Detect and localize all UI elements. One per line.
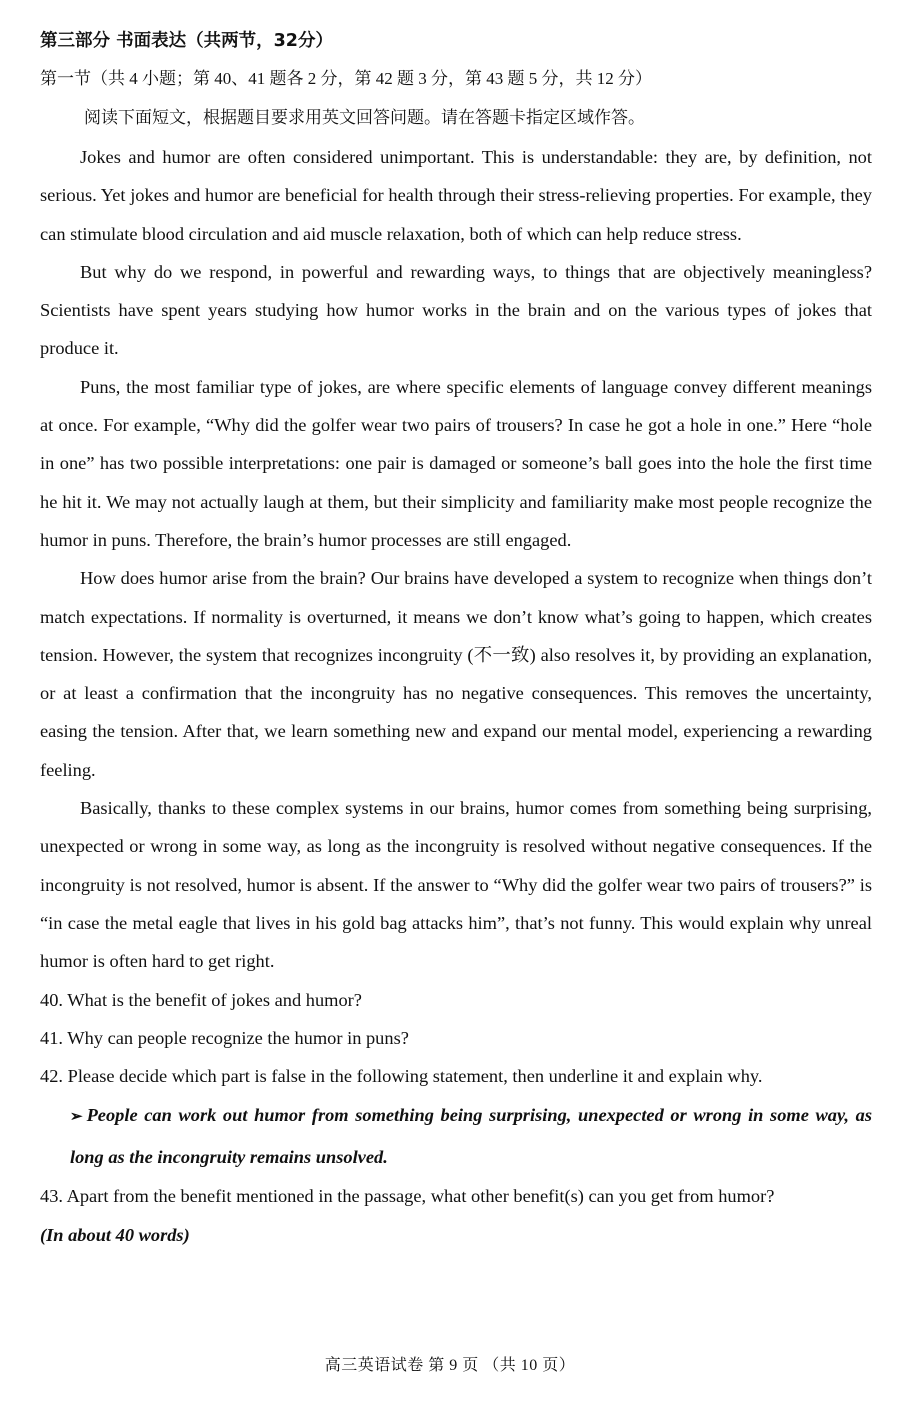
passage-paragraph-1: Jokes and humor are often considered unimportant. This is understandable: they are, by definition, not serious. Yet jokes and humor are beneficial for health through their stress-relieving properties. For example, they can stimulate blood circulation and aid muscle relaxation, both of which can help reduce stress. bbox=[40, 147, 872, 244]
question-41: 41. Why can people recognize the humor in puns? bbox=[40, 1027, 409, 1048]
question-40: 40. What is the benefit of jokes and humor? bbox=[40, 989, 362, 1010]
exam-page bbox=[40, 22, 872, 1254]
passage-paragraph-4: How does humor arise from the brain? Our brains have developed a system to recognize when things don’t match expectations. If normality is overturned, it means we don’t know what’s going to happen, which creates tension. However, the system that recognizes incongruity (不一致) also resolves it, by providing an explanation, or at least a confirmation that the incongruity has no negative consequences. This removes the uncertainty, easing the tension. After that, we learn something new and expand our mental model, experiencing a rewarding feeling. bbox=[40, 568, 872, 780]
question-43-word-limit: (In about 40 words) bbox=[40, 1224, 190, 1245]
passage-paragraph-3: Puns, the most familiar type of jokes, are where specific elements of language convey different meanings at once. For example, “Why did the golfer wear two pairs of trousers? In case he got a hole in one.” Here “hole in one” has two possible interpretations: one pair is damaged or someone’s ball goes into the hole the first time he hit it. We may not actually laugh at them, but their simplicity and familiarity make most people recognize the humor in puns. Therefore, the brain’s humor processes are still engaged. bbox=[40, 376, 872, 550]
statement-text: People can work out humor from something being surprising, unexpected or wrong in some way, as long as the incongruity remains unsolved. bbox=[70, 1105, 872, 1168]
passage-paragraph-5: Basically, thanks to these complex systems in our brains, humor comes from something being surprising, unexpected or wrong in some way, as long as the incongruity is resolved without negative consequences. If the incongruity is not resolved, humor is absent. If the answer to “Why did the golfer wear two pairs of trousers?” is “in case the metal eagle that lives in his gold bag attacks him”, that’s not funny. This would explain why unreal humor is often hard to get right. bbox=[40, 798, 872, 972]
instruction: 阅读下面短文，根据题目要求用英文回答问题。请在答题卡指定区域作答。 bbox=[84, 108, 645, 127]
question-42: 42. Please decide which part is false in the following statement, then underline it and explain why. bbox=[40, 1066, 763, 1087]
arrow-bullet-icon: ➢ bbox=[70, 1109, 83, 1126]
page-footer: 高三英语试卷 第 9 页 （共 10 页） bbox=[324, 1357, 576, 1374]
passage-paragraph-2: But why do we respond, in powerful and rewarding ways, to things that are objectively meaningless? Scientists have spent years studying how humor works in the brain and on the various types of jokes that produce it. bbox=[40, 261, 872, 359]
section-title: 第三部分 书面表达（共两节，32分） bbox=[40, 31, 333, 51]
subsection-title: 第一节（共 4 小题；第 40、41 题各 2 分，第 42 题 3 分，第 43 题 5 分，共 12 分） bbox=[40, 69, 652, 88]
question-43-text: 43. Apart from the benefit mentioned in the passage, what other benefit(s) can you get from humor? bbox=[40, 1186, 775, 1207]
question-43 bbox=[40, 1177, 872, 1254]
question-42-statement bbox=[40, 1095, 872, 1177]
